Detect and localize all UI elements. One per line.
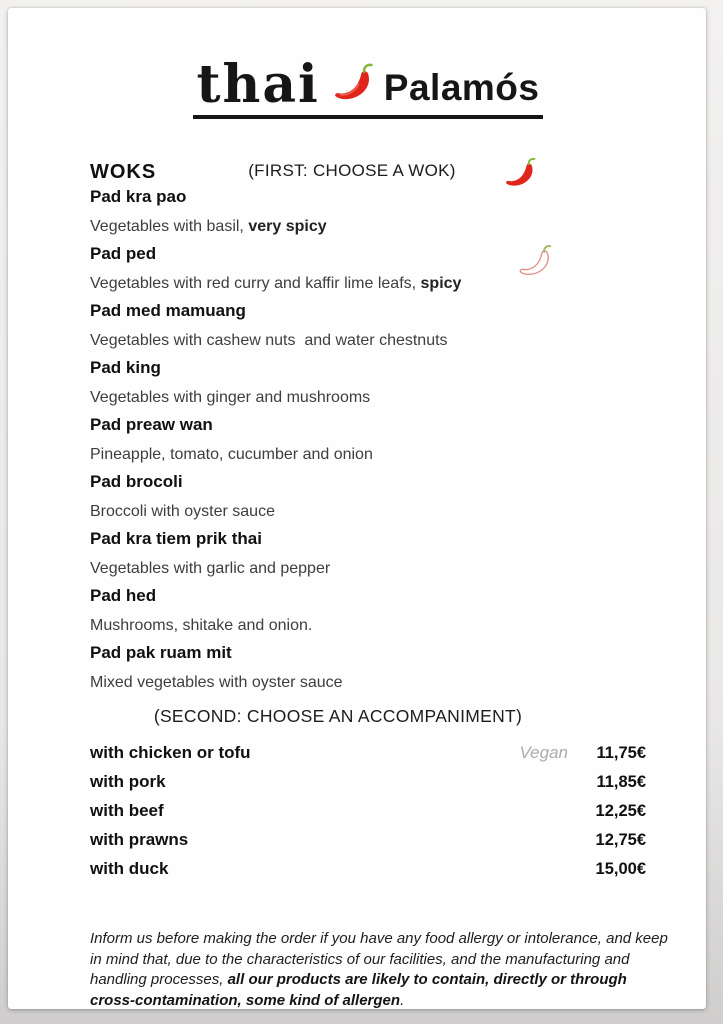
- menu-item-description: [90, 274, 646, 293]
- price: 15,00€: [595, 860, 646, 878]
- menu-item-description: Vegetables with ginger and mushrooms: [90, 389, 371, 406]
- menu-item: [90, 529, 646, 578]
- vegan-tag: Vegan: [519, 743, 568, 762]
- menu-item-name: Pad brocoli: [90, 472, 183, 491]
- menu-item-name: Pad kra pao: [90, 187, 187, 206]
- accompaniment-row: [90, 743, 646, 763]
- menu-item: [90, 586, 646, 635]
- price: 11,75€: [596, 744, 646, 762]
- description-text: Vegetables with red curry and kaffir lime leafs,: [90, 275, 421, 292]
- logo-area: [90, 54, 646, 119]
- restaurant-logo: [193, 54, 544, 119]
- spiciness-label: spicy: [420, 275, 462, 292]
- menu-item-description: Vegetables with cashew nuts and water chestnuts: [90, 332, 448, 349]
- accompaniment-row: [90, 801, 646, 821]
- first-step-instruction: (FIRST: CHOOSE A WOK): [248, 161, 456, 180]
- menu-item-description: Mixed vegetables with oyster sauce: [90, 674, 343, 691]
- accompaniment-name: with prawns: [90, 830, 189, 849]
- menu-item: [90, 187, 646, 236]
- spiciness-label: very spicy: [248, 218, 327, 235]
- second-step-instruction: (SECOND: CHOOSE AN ACCOMPANIMENT): [153, 706, 523, 726]
- logo-restaurant-name: Palamós: [383, 67, 540, 108]
- accompaniment-row: [90, 859, 646, 879]
- menu-item-description: Vegetables with garlic and pepper: [90, 560, 331, 577]
- logo-thai-text: thai: [196, 54, 320, 115]
- menu-item: [90, 643, 646, 692]
- price: 11,85€: [596, 773, 646, 791]
- price: 12,25€: [595, 802, 646, 820]
- menu-item-description: Mushrooms, shitake and onion.: [90, 617, 313, 634]
- allergy-note-period: .: [400, 991, 405, 1009]
- accompaniment-list: [90, 743, 646, 879]
- description-text: Vegetables with basil,: [90, 218, 249, 235]
- menu-item: [90, 472, 646, 521]
- woks-section-title: WOKS: [90, 161, 157, 183]
- menu-item-name: Pad king: [90, 358, 161, 377]
- menu-item-name: Pad kra tiem prik thai: [90, 529, 262, 548]
- allergy-note: [90, 929, 675, 1011]
- wok-list: [90, 187, 646, 692]
- menu-item: [90, 244, 646, 293]
- woks-section-header: [90, 161, 646, 187]
- accompaniment-name: with chicken or tofu: [90, 743, 251, 762]
- menu-item-name: Pad ped: [90, 244, 157, 263]
- menu-item-description: [90, 217, 646, 236]
- menu-item-description: Pineapple, tomato, cucumber and onion: [90, 446, 373, 463]
- menu-item: [90, 415, 646, 464]
- menu-item-name: Pad hed: [90, 586, 157, 605]
- price: 12,75€: [595, 831, 646, 849]
- menu-item-name: Pad med mamuang: [90, 301, 246, 320]
- accompaniment-row: [90, 772, 646, 792]
- chili-pepper-outline-icon: [516, 242, 554, 285]
- accompaniment-row: [90, 830, 646, 850]
- chili-pepper-icon: [330, 60, 376, 111]
- menu-item-description: Broccoli with oyster sauce: [90, 503, 275, 520]
- menu-item-name: Pad preaw wan: [90, 415, 213, 434]
- allergy-note-bold-text: all our products are likely to contain, directly or through cross-contamination, some kind of allergen: [90, 971, 627, 1009]
- menu-item-name: Pad pak ruam mit: [90, 643, 232, 662]
- accompaniment-name: with pork: [90, 772, 166, 791]
- accompaniment-name: with beef: [90, 801, 164, 820]
- menu-page: [8, 8, 706, 1009]
- accompaniment-name: with duck: [90, 859, 169, 878]
- allergy-note-text: Inform us before making the order if you have any food allergy or intolerance, and keep in mind that, due to the characteristics of our facilities, and the manufacturing and handling processes,: [90, 930, 668, 988]
- menu-item: [90, 358, 646, 407]
- menu-item: [90, 301, 646, 350]
